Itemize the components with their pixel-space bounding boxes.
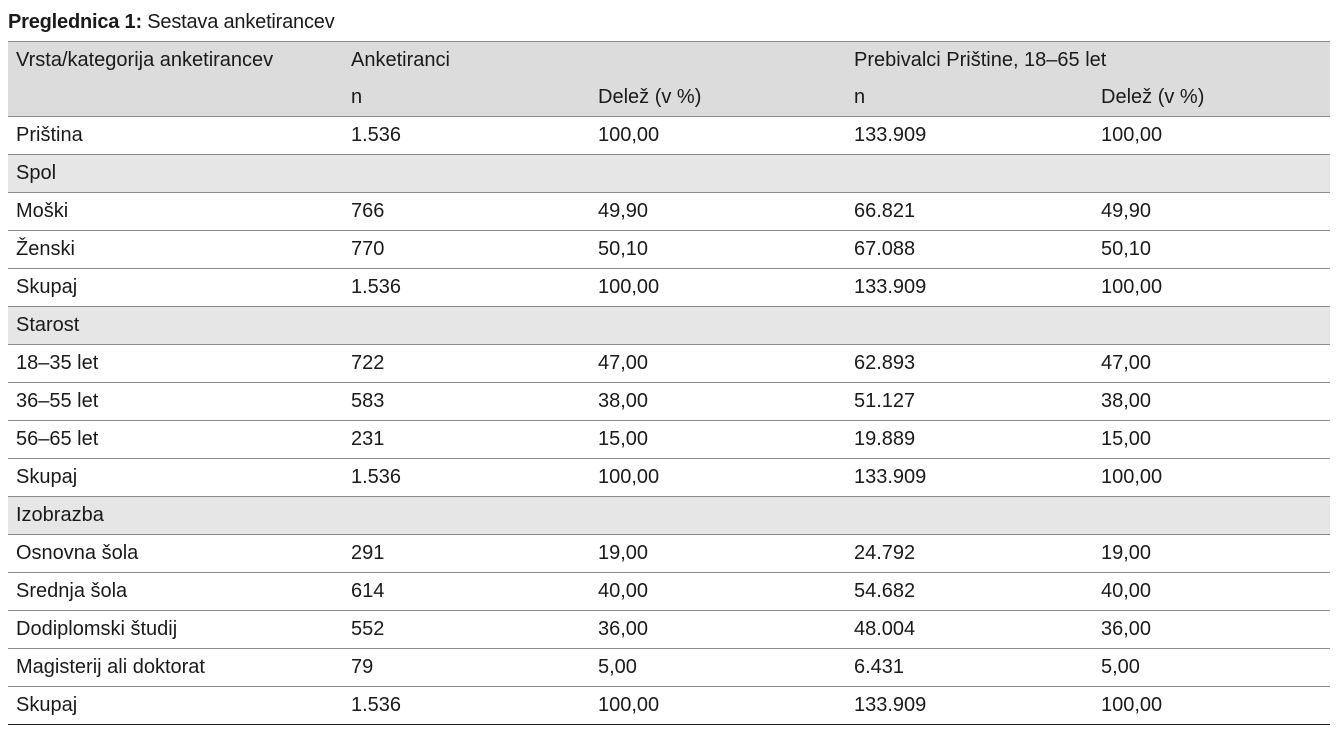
header-n-population: n	[846, 79, 1093, 117]
group-label: Starost	[8, 307, 1330, 345]
header-row-2	[8, 79, 1330, 117]
row-label: 18–35 let	[8, 345, 343, 383]
population-n: 19.889	[846, 421, 1093, 459]
table-row	[8, 535, 1330, 573]
respondents-share: 38,00	[590, 383, 846, 421]
table-row	[8, 345, 1330, 383]
respondents-n: 79	[343, 649, 590, 687]
header-row-1	[8, 42, 1330, 80]
population-n: 6.431	[846, 649, 1093, 687]
respondents-share: 40,00	[590, 573, 846, 611]
header-category: Vrsta/kategorija anketirancev	[8, 42, 343, 80]
population-share: 100,00	[1093, 269, 1330, 307]
group-label: Spol	[8, 155, 1330, 193]
respondents-n: 766	[343, 193, 590, 231]
respondents-share: 47,00	[590, 345, 846, 383]
population-share: 5,00	[1093, 649, 1330, 687]
population-share: 100,00	[1093, 687, 1330, 725]
header-respondents: Anketiranci	[343, 42, 846, 80]
respondents-share: 100,00	[590, 117, 846, 155]
population-n: 67.088	[846, 231, 1093, 269]
header-share-respondents: Delež (v %)	[590, 79, 846, 117]
respondents-share: 36,00	[590, 611, 846, 649]
row-label: Ženski	[8, 231, 343, 269]
respondents-share: 100,00	[590, 269, 846, 307]
population-n: 48.004	[846, 611, 1093, 649]
header-n-respondents: n	[343, 79, 590, 117]
respondents-n: 614	[343, 573, 590, 611]
table-row	[8, 231, 1330, 269]
respondents-share: 100,00	[590, 459, 846, 497]
table-caption	[8, 9, 335, 35]
population-n: 62.893	[846, 345, 1093, 383]
population-n: 54.682	[846, 573, 1093, 611]
row-label: Srednja šola	[8, 573, 343, 611]
header-share-population: Delež (v %)	[1093, 79, 1330, 117]
table-body	[8, 117, 1330, 725]
table-row	[8, 611, 1330, 649]
respondents-n: 722	[343, 345, 590, 383]
population-share: 38,00	[1093, 383, 1330, 421]
population-share: 100,00	[1093, 117, 1330, 155]
respondents-share: 19,00	[590, 535, 846, 573]
table-row	[8, 193, 1330, 231]
respondents-n: 583	[343, 383, 590, 421]
row-label: Osnovna šola	[8, 535, 343, 573]
row-label: Skupaj	[8, 459, 343, 497]
respondents-n: 291	[343, 535, 590, 573]
caption-text: Sestava anketirancev	[147, 11, 335, 33]
population-n: 133.909	[846, 269, 1093, 307]
population-n: 133.909	[846, 459, 1093, 497]
respondents-n: 231	[343, 421, 590, 459]
row-label: Moški	[8, 193, 343, 231]
population-share: 36,00	[1093, 611, 1330, 649]
population-share: 100,00	[1093, 459, 1330, 497]
respondents-n: 1.536	[343, 269, 590, 307]
respondents-n: 770	[343, 231, 590, 269]
respondents-share: 15,00	[590, 421, 846, 459]
table-row	[8, 383, 1330, 421]
population-share: 50,10	[1093, 231, 1330, 269]
population-n: 24.792	[846, 535, 1093, 573]
table-row	[8, 687, 1330, 725]
respondents-n: 1.536	[343, 117, 590, 155]
population-n: 133.909	[846, 117, 1093, 155]
caption-label: Preglednica 1:	[8, 11, 142, 33]
population-n: 66.821	[846, 193, 1093, 231]
group-label: Izobrazba	[8, 497, 1330, 535]
population-n: 51.127	[846, 383, 1093, 421]
table-row	[8, 573, 1330, 611]
population-share: 15,00	[1093, 421, 1330, 459]
respondents-table	[8, 41, 1330, 725]
table-row	[8, 421, 1330, 459]
respondents-share: 49,90	[590, 193, 846, 231]
row-label: Magisterij ali doktorat	[8, 649, 343, 687]
table-row	[8, 269, 1330, 307]
group-row	[8, 497, 1330, 535]
respondents-share: 5,00	[590, 649, 846, 687]
row-label: Dodiplomski študij	[8, 611, 343, 649]
respondents-share: 100,00	[590, 687, 846, 725]
header-population: Prebivalci Prištine, 18–65 let	[846, 42, 1330, 80]
row-label: Skupaj	[8, 687, 343, 725]
table-row	[8, 459, 1330, 497]
respondents-n: 1.536	[343, 459, 590, 497]
respondents-share: 50,10	[590, 231, 846, 269]
population-share: 40,00	[1093, 573, 1330, 611]
respondents-n: 552	[343, 611, 590, 649]
population-share: 49,90	[1093, 193, 1330, 231]
table-row	[8, 649, 1330, 687]
population-n: 133.909	[846, 687, 1093, 725]
group-row	[8, 155, 1330, 193]
respondents-n: 1.536	[343, 687, 590, 725]
row-label: Priština	[8, 117, 343, 155]
group-row	[8, 307, 1330, 345]
population-share: 47,00	[1093, 345, 1330, 383]
row-label: 56–65 let	[8, 421, 343, 459]
row-label: 36–55 let	[8, 383, 343, 421]
table-row	[8, 117, 1330, 155]
header-empty	[8, 79, 343, 117]
row-label: Skupaj	[8, 269, 343, 307]
population-share: 19,00	[1093, 535, 1330, 573]
